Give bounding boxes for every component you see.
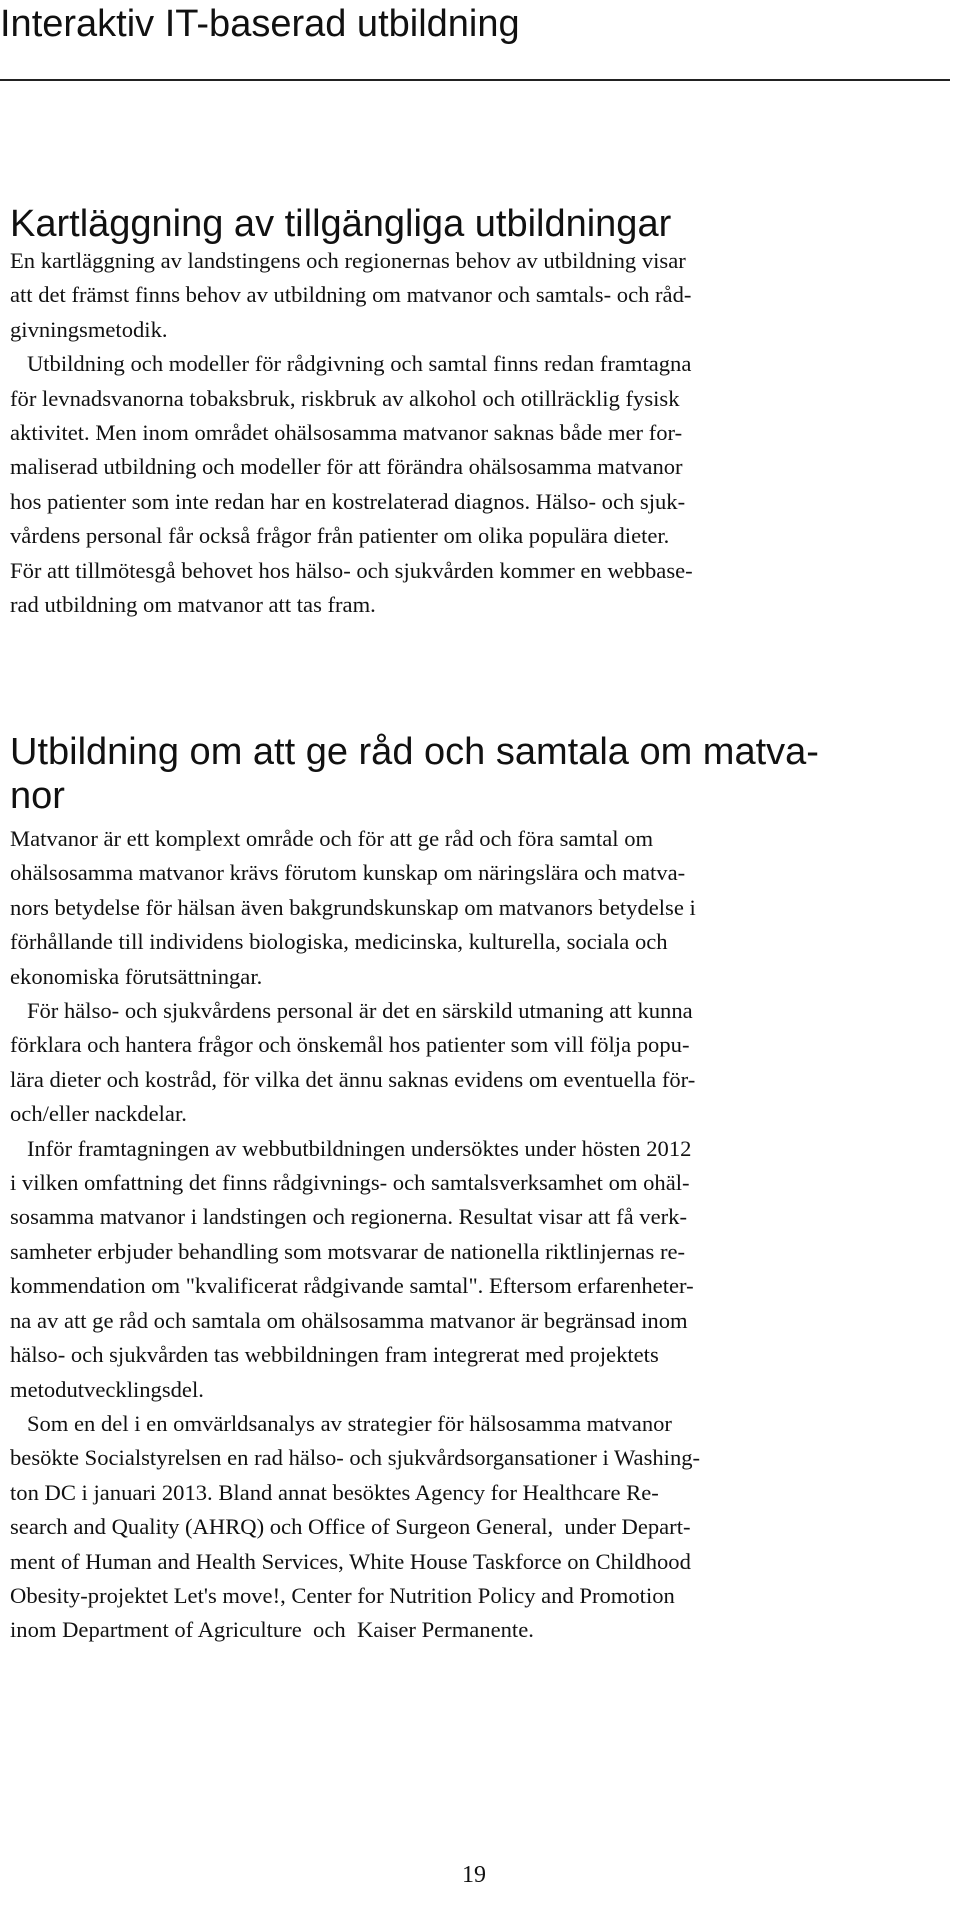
text-line: Inför framtagningen av webbutbildningen undersöktes under hösten 2012 <box>10 1135 692 1161</box>
text-line: För att tillmötesgå behovet hos hälso- och sjukvården kommer en webbase- <box>10 557 693 583</box>
text-line: Som en del i en omvärldsanalys av strategier för hälsosamma matvanor <box>10 1410 672 1436</box>
section-body-utbildning <box>10 822 950 1648</box>
text-line: hos patienter som inte redan har en kostrelaterad diagnos. Hälso- och sjuk- <box>10 488 686 514</box>
text-line: search and Quality (AHRQ) och Office of Surgeon General, under Depart- <box>10 1514 691 1540</box>
page-number: 19 <box>462 1862 486 1888</box>
section-heading-kartlaggning: Kartläggning av tillgängliga utbildningar <box>10 203 672 245</box>
section-heading-utbildning-line1: Utbildning om att ge råd och samtala om matva- <box>10 731 819 773</box>
text-line: rad utbildning om matvanor att tas fram. <box>10 592 376 618</box>
text-line: samheter erbjuder behandling som motsvarar de nationella riktlinjernas re- <box>10 1238 686 1264</box>
text-line: förhållande till individens biologiska, medicinska, kulturella, sociala och <box>10 929 668 955</box>
text-line: Obesity-projektet Let's move!, Center for Nutrition Policy and Promotion <box>10 1582 675 1608</box>
text-line: Matvanor är ett komplext område och för att ge råd och föra samtal om <box>10 826 654 851</box>
text-line: att det främst finns behov av utbildning om matvanor och samtals- och råd- <box>10 282 692 308</box>
text-line: kommendation om "kvalificerat rådgivande samtal". Eftersom erfarenheter- <box>10 1273 694 1299</box>
text-line: inom Department of Agriculture och Kaiser Permanente. <box>10 1617 534 1643</box>
text-line: ment of Human and Health Services, White House Taskforce on Childhood <box>10 1548 691 1574</box>
page-title: Interaktiv IT-baserad utbildning <box>0 3 520 45</box>
text-line: na av att ge råd och samtala om ohälsosamma matvanor är begränsad inom <box>10 1307 688 1333</box>
section-heading-utbildning-line2: nor <box>10 775 65 817</box>
text-line: aktivitet. Men inom området ohälsosamma matvanor saknas både mer for- <box>10 420 683 446</box>
text-line: givningsmetodik. <box>10 316 168 342</box>
text-line: förklara och hantera frågor och önskemål hos patienter som vill följa popu- <box>10 1032 690 1058</box>
section-body-kartlaggning <box>10 244 950 622</box>
title-divider <box>0 79 950 81</box>
text-line: ekonomiska förutsättningar. <box>10 963 263 989</box>
text-line: i vilken omfattning det finns rådgivnings- och samtalsverksamhet om ohäl- <box>10 1170 690 1196</box>
text-line: besökte Socialstyrelsen en rad hälso- och sjukvårdsorgansationer i Washing- <box>10 1445 701 1471</box>
text-line: lära dieter och kostråd, för vilka det ännu saknas evidens om eventuella för- <box>10 1066 696 1092</box>
text-line: vårdens personal får också frågor från patienter om olika populära dieter. <box>10 523 670 549</box>
text-line: och/eller nackdelar. <box>10 1101 187 1127</box>
text-line: metodutvecklingsdel. <box>10 1376 204 1402</box>
text-line: hälso- och sjukvården tas webbildningen fram integrerat med projektets <box>10 1342 659 1368</box>
text-line: Utbildning och modeller för rådgivning och samtal finns redan framtagna <box>10 351 692 377</box>
text-line: En kartläggning av landstingens och regionernas behov av utbildning visar <box>10 248 686 273</box>
text-line: ohälsosamma matvanor krävs förutom kunskap om näringslära och matva- <box>10 860 686 886</box>
text-line: För hälso- och sjukvårdens personal är det en särskild utmaning att kunna <box>10 998 693 1024</box>
text-line: för levnadsvanorna tobaksbruk, riskbruk av alkohol och otillräcklig fysisk <box>10 385 680 411</box>
text-line: sosamma matvanor i landstingen och regionerna. Resultat visar att få verk- <box>10 1204 687 1230</box>
text-line: maliserad utbildning och modeller för att förändra ohälsosamma matvanor <box>10 454 683 480</box>
text-line: ton DC i januari 2013. Bland annat besöktes Agency for Healthcare Re- <box>10 1479 659 1505</box>
text-line: nors betydelse för hälsan även bakgrundskunskap om matvanors betydelse i <box>10 894 696 920</box>
